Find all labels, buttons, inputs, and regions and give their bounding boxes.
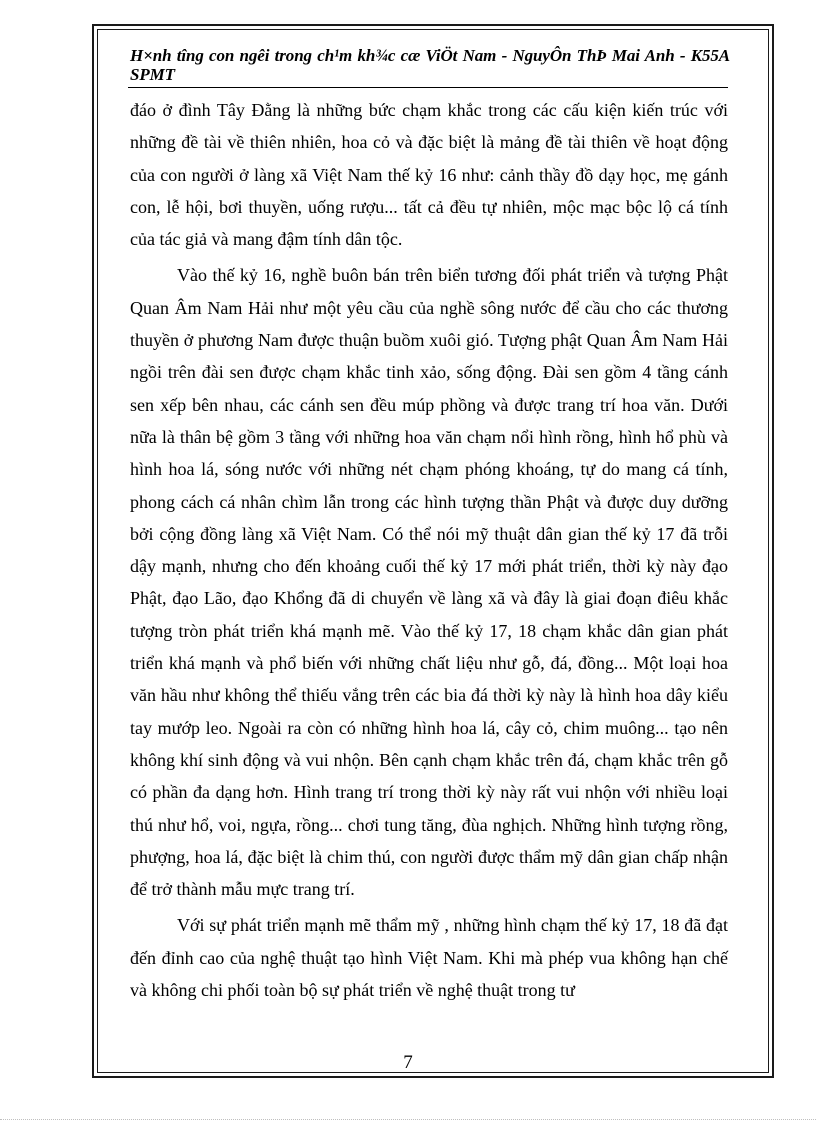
header-divider: [128, 87, 728, 88]
paragraph-continued: đáo ở đình Tây Đằng là những bức chạm khắc trong các cấu kiện kiến trúc với những đề tài về thiên nhiên, hoa cỏ và đặc biệt là mảng đề tài thiên về hoạt động của con người ở làng xã Việt Nam thế kỷ 16 như: cảnh thầy đồ dạy học, mẹ gánh con, lễ hội, bơi thuyền, uống rượu... tất cả đều tự nhiên, mộc mạc bộc lộ cá tính của tác giả và mang đậm tính dân tộc.: [130, 100, 728, 250]
document-body: [130, 94, 728, 1010]
running-header: H×nh tîng con ngêi trong ch¹m kh¾c cæ ViÖt Nam - NguyÔn ThÞ Mai Anh - K55A SPMT: [130, 46, 730, 84]
paragraph: Với sự phát triển mạnh mẽ thẩm mỹ , những hình chạm thế kỷ 17, 18 đã đạt đến đỉnh cao của nghệ thuật tạo hình Việt Nam. Khi mà phép vua không hạn chế và không chi phối toàn bộ sự phát triển về nghệ thuật trong tư: [130, 915, 728, 1001]
page-number: 7: [403, 1052, 413, 1073]
page-separator: [0, 1119, 816, 1120]
paragraph: Vào thế kỷ 16, nghề buôn bán trên biển tương đối phát triển và tượng Phật Quan Âm Nam Hải như một yêu cầu của nghề sông nước để cầu cho các thương thuyền ở phương Nam được thuận buồm xuôi gió. Tượng phật Quan Âm Nam Hải ngồi trên đài sen được chạm khắc tinh xảo, sống động. Đài sen gồm 4 tầng cánh sen xếp bên nhau, các cánh sen đều múp phồng và được trang trí hoa văn. Dưới nữa là thân bệ gồm 3 tầng với những hoa văn chạm nổi hình rồng, hình hổ phù và hình hoa lá, sóng nước với những nét chạm phóng khoáng, tự do mang cá tính, phong cách cá nhân chìm lẫn trong các hình tượng thần Phật và được duy dưỡng bởi cộng đồng làng xã Việt Nam. Có thể nói mỹ thuật dân gian thế kỷ 17 đã trỗi dậy mạnh, nhưng cho đến khoảng cuối thế kỷ 17 mới phát triển, thời kỳ này đạo Phật, đạo Lão, đạo Khổng đã di chuyển về làng xã và đây là giai đoạn điêu khắc tượng tròn phát triển khá mạnh mẽ. Vào thế kỷ 17, 18 chạm khắc dân gian phát triển khá mạnh và phổ biến với những chất liệu như gỗ, đá, đồng... Một loại hoa văn hầu như không thể thiếu vắng trên các bia đá thời kỳ này là hình hoa dây kiểu tay mướp leo. Ngoài ra còn có những hình hoa lá, cây cỏ, chim muông... tạo nên không khí sinh động và vui nhộn. Bên cạnh chạm khắc trên đá, chạm khắc trên gỗ có phần đa dạng hơn. Hình trang trí trong thời kỳ này rất vui nhộn với nhiều loại thú như hổ, voi, ngựa, rồng... chơi tung tăng, đùa nghịch. Những hình tượng rồng, phượng, hoa lá, đặc biệt là chim thú, con người được thẩm mỹ dân gian chấp nhận để trở thành mẫu mực trang trí.: [130, 265, 728, 900]
